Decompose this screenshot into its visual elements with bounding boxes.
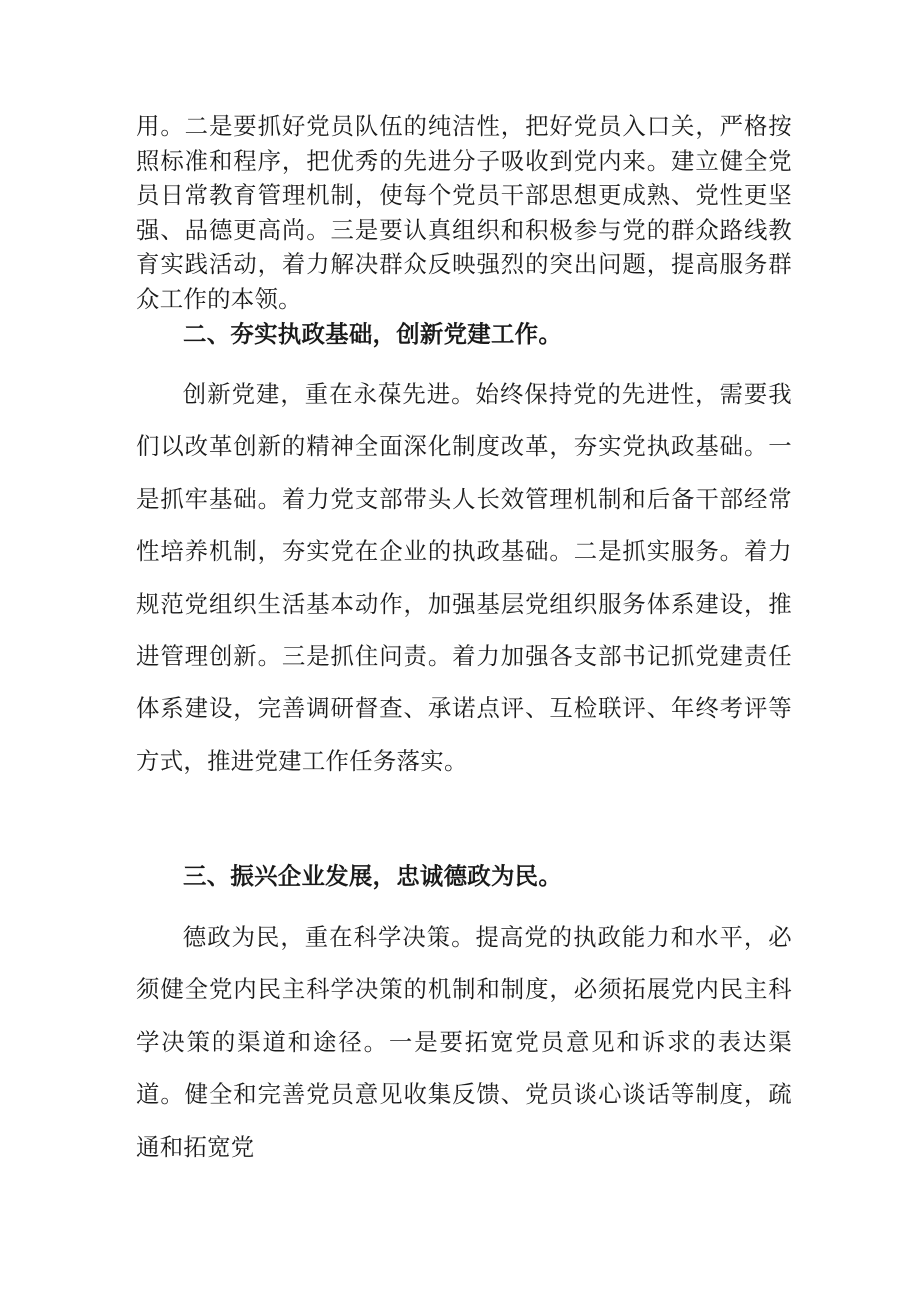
section-2-heading: 二、夯实执政基础，创新党建工作。 (183, 320, 563, 348)
paragraph-continuation: 用。二是要抓好党员队伍的纯洁性，把好党员入口关，严格按照标准和程序，把优秀的先进分子吸收到党内来。建立健全党员日常教育管理机制，使每个党员干部思想更成熟、党性更坚强、品德更高尚。三是要认真组织和积极参与党的群众路线教育实践活动，着力解决群众反映强烈的突出问题，提高服务群众工作的本领。 (136, 112, 792, 313)
section-3-heading: 三、振兴企业发展，忠诚德政为民。 (183, 862, 563, 890)
section-2-paragraph: 创新党建，重在永葆先进。始终保持党的先进性，需要我们以改革创新的精神全面深化制度改革，夯实党执政基础。一是抓牢基础。着力党支部带头人长效管理机制和后备干部经常性培养机制，夯实党在企业的执政基础。二是抓实服务。着力规范党组织生活基本动作，加强基层党组织服务体系建设，推进管理创新。三是抓住问责。着力加强各支部书记抓党建责任体系建设，完善调研督查、承诺点评、互检联评、年终考评等方式，推进党建工作任务落实。 (136, 380, 792, 775)
section-3-paragraph: 德政为民，重在科学决策。提高党的执政能力和水平，必须健全党内民主科学决策的机制和制度，必须拓展党内民主科学决策的渠道和途径。一是要拓宽党员意见和诉求的表达渠道。健全和完善党员意见收集反馈、党员谈心谈话等制度，疏通和拓宽党 (136, 923, 792, 1161)
